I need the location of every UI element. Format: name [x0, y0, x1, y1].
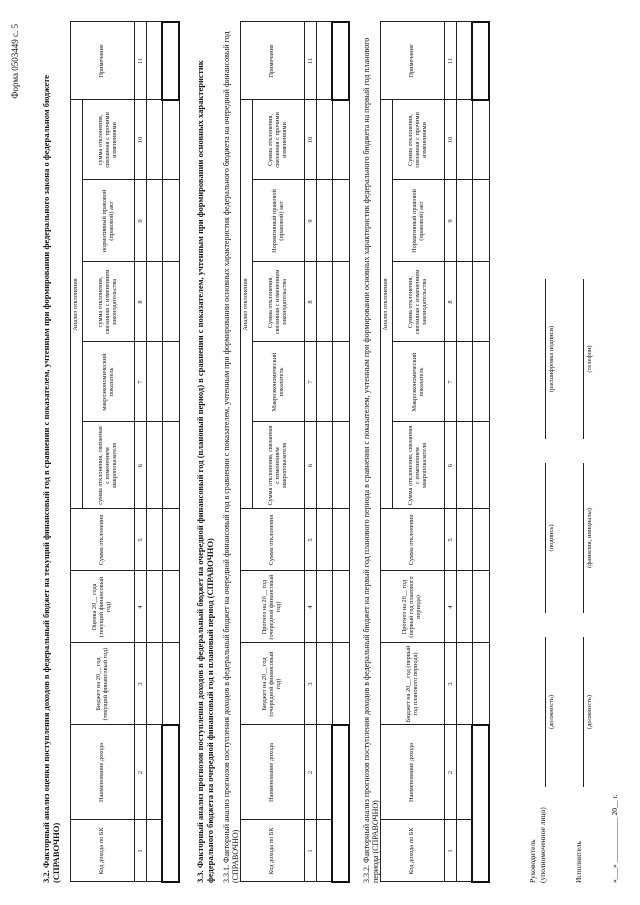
column-number: 10 [305, 100, 317, 180]
column-number: 2 [445, 725, 457, 820]
column-number: 8 [135, 262, 147, 342]
header-legal-act: Нормативный правовой (правовой) акт [393, 180, 445, 262]
header-code: Код дохода по БК [381, 820, 445, 882]
header-macro-indicator: макроэкономический показатель [83, 342, 135, 422]
header-analysis: Анализ отклонения [381, 100, 393, 509]
column-number: 1 [445, 820, 457, 882]
header-legal-act: Нормативный правовой (правовой) акт [253, 180, 305, 262]
executor-name-line [583, 463, 584, 613]
section-3-3-title: 3.3. Факторный анализ прогнозов поступления доходов в федеральный бюджет на очередной финансовый год (плановый период) в сравнении с показателем, учтенным при формировании основных характеристик федерального бюджета на очередной финансовый год и плановый период (СПРАВОЧНО) [195, 60, 215, 883]
header-other-sum: сумма отклонения, связанная с прочими изменениями [83, 100, 135, 180]
header-macro-indicator: Макроэкономический показатель [253, 342, 305, 422]
total-row [162, 22, 179, 882]
header-other-sum: Сумма отклонения, связанная с прочими изменениями [393, 100, 445, 180]
header-note: Примечание [241, 22, 305, 100]
column-number: 9 [445, 180, 457, 262]
column-number: 6 [135, 422, 147, 509]
section-3-3-1-title: 3.3.1. Факторный анализ прогнозов поступления доходов в федеральный бюджет на очередной финансовый год в сравнении с показателем, учтенным при формировании основных характеристик федерального бюджета на очередной финансовый год (СПРАВОЧНО) [222, 31, 241, 883]
column-number: 10 [135, 100, 147, 180]
header-estimate: Прогноз на 20__ год (очередной финансовый год) [241, 571, 305, 643]
header-name: Наименование дохода [241, 725, 305, 820]
column-number: 4 [445, 571, 457, 643]
table-3-3-2 [380, 21, 490, 883]
header-deviation: Сумма отклонения [241, 509, 305, 571]
column-number: 10 [445, 100, 457, 180]
column-number: 8 [445, 262, 457, 342]
executor-position-line [583, 637, 584, 787]
column-number: 3 [135, 643, 147, 725]
column-number: 6 [445, 422, 457, 509]
header-code: Код дохода по БК [241, 820, 305, 882]
column-number: 7 [135, 342, 147, 422]
table-row [147, 22, 163, 882]
executor-phone-line [583, 279, 584, 439]
head-sublabel: (уполномоченное лицо) [538, 807, 547, 883]
header-code: Код дохода по БК [71, 820, 135, 882]
column-number: 5 [135, 509, 147, 571]
column-number: 2 [135, 725, 147, 820]
column-number: 7 [445, 342, 457, 422]
header-macro-indicator: Макроэкономический показатель [393, 342, 445, 422]
header-law-sum: Сумма отклонения, связанная с изменением законодательства [253, 262, 305, 342]
section-3-3-2-title: 3.3.2. Факторный анализ прогнозов поступления доходов в федеральный бюджет на первый год планового периода в сравнении с показателем, учтенным при формировании основных характеристик федерального бюджета на первый год планового периода (СПРАВОЧНО) [362, 37, 381, 883]
header-name: Наименование дохода [71, 725, 135, 820]
column-number: 3 [445, 643, 457, 725]
header-macro-sum: Сумма отклонения, связанная с изменением макропоказателя [253, 422, 305, 509]
header-macro-sum: Сумма отклонения, связанная с изменением макропоказателя [393, 422, 445, 509]
column-number: 4 [135, 571, 147, 643]
header-law: Бюджет на 20__ год (текущий финансовый год) [71, 643, 135, 725]
header-law: Бюджет на 20__ год (очередной финансовый год) [241, 643, 305, 725]
column-number: 1 [305, 820, 317, 882]
table-row [457, 22, 473, 882]
column-number: 7 [305, 342, 317, 422]
caption-position: (должность) [548, 694, 555, 730]
header-law: Бюджет на 20__ год (первый год планового периода) [381, 643, 445, 725]
total-row [332, 22, 349, 882]
column-number: 2 [305, 725, 317, 820]
caption-signature: (подпись) [548, 524, 555, 552]
header-other-sum: Сумма отклонения, связанная с прочими изменениями [253, 100, 305, 180]
header-name: Наименование дохода [381, 725, 445, 820]
caption-decoding: (расшифровка подписи) [548, 325, 555, 393]
executor-label: Исполнитель [574, 841, 583, 883]
head-label: Руководитель [528, 839, 537, 883]
header-deviation: Сумма отклонения [71, 509, 135, 571]
form-code: Форма 0503449 с. 5 [10, 24, 20, 99]
caption-phone: (телефон) [586, 345, 593, 373]
header-note: Примечание [71, 22, 135, 100]
table-3-3-1 [240, 21, 350, 883]
header-analysis: Анализ отклонения [241, 100, 253, 509]
total-row [472, 22, 489, 882]
column-number: 3 [305, 643, 317, 725]
table-3-2 [70, 21, 180, 883]
date-line: «___» ____________ 20__ г. [610, 794, 619, 883]
head-signature-line [545, 463, 546, 613]
column-number: 8 [305, 262, 317, 342]
header-deviation: Сумма отклонения [381, 509, 445, 571]
column-number: 5 [445, 509, 457, 571]
column-number: 5 [305, 509, 317, 571]
table-row [317, 22, 333, 882]
column-number: 1 [135, 820, 147, 882]
header-macro-sum: сумма отклонения, связанная с изменением макропоказателя [83, 422, 135, 509]
column-number: 4 [305, 571, 317, 643]
header-estimate: Оценка 20__ года (текущий финансовый год) [71, 571, 135, 643]
column-number: 6 [305, 422, 317, 509]
header-law-sum: сумма отклонения, связанная с изменением законодательства [83, 262, 135, 342]
column-number: 9 [305, 180, 317, 262]
column-number: 9 [135, 180, 147, 262]
caption-executor-position: (должность) [586, 694, 593, 730]
column-number: 11 [445, 22, 457, 100]
header-legal-act: нормативный правовой (правовой) акт [83, 180, 135, 262]
head-decoding-line [545, 279, 546, 439]
caption-name: (фамилия, инициалы) [586, 508, 593, 568]
header-note: Примечание [381, 22, 445, 100]
header-law-sum: Сумма отклонения, связанная с изменением законодательства [393, 262, 445, 342]
header-estimate: Прогноз на 20__ год (первый год планового периода) [381, 571, 445, 643]
column-number: 11 [135, 22, 147, 100]
header-analysis: Анализ отклонения [71, 100, 83, 509]
head-position-line [545, 637, 546, 787]
column-number: 11 [305, 22, 317, 100]
section-3-2-title: 3.2. Факторный анализ оценки поступления доходов в федеральный бюджет на текущий финансовый год в сравнении с показателем, учтенным при формировании федерального закона о федеральном бюджете (СПРАВОЧНО) [41, 74, 61, 883]
